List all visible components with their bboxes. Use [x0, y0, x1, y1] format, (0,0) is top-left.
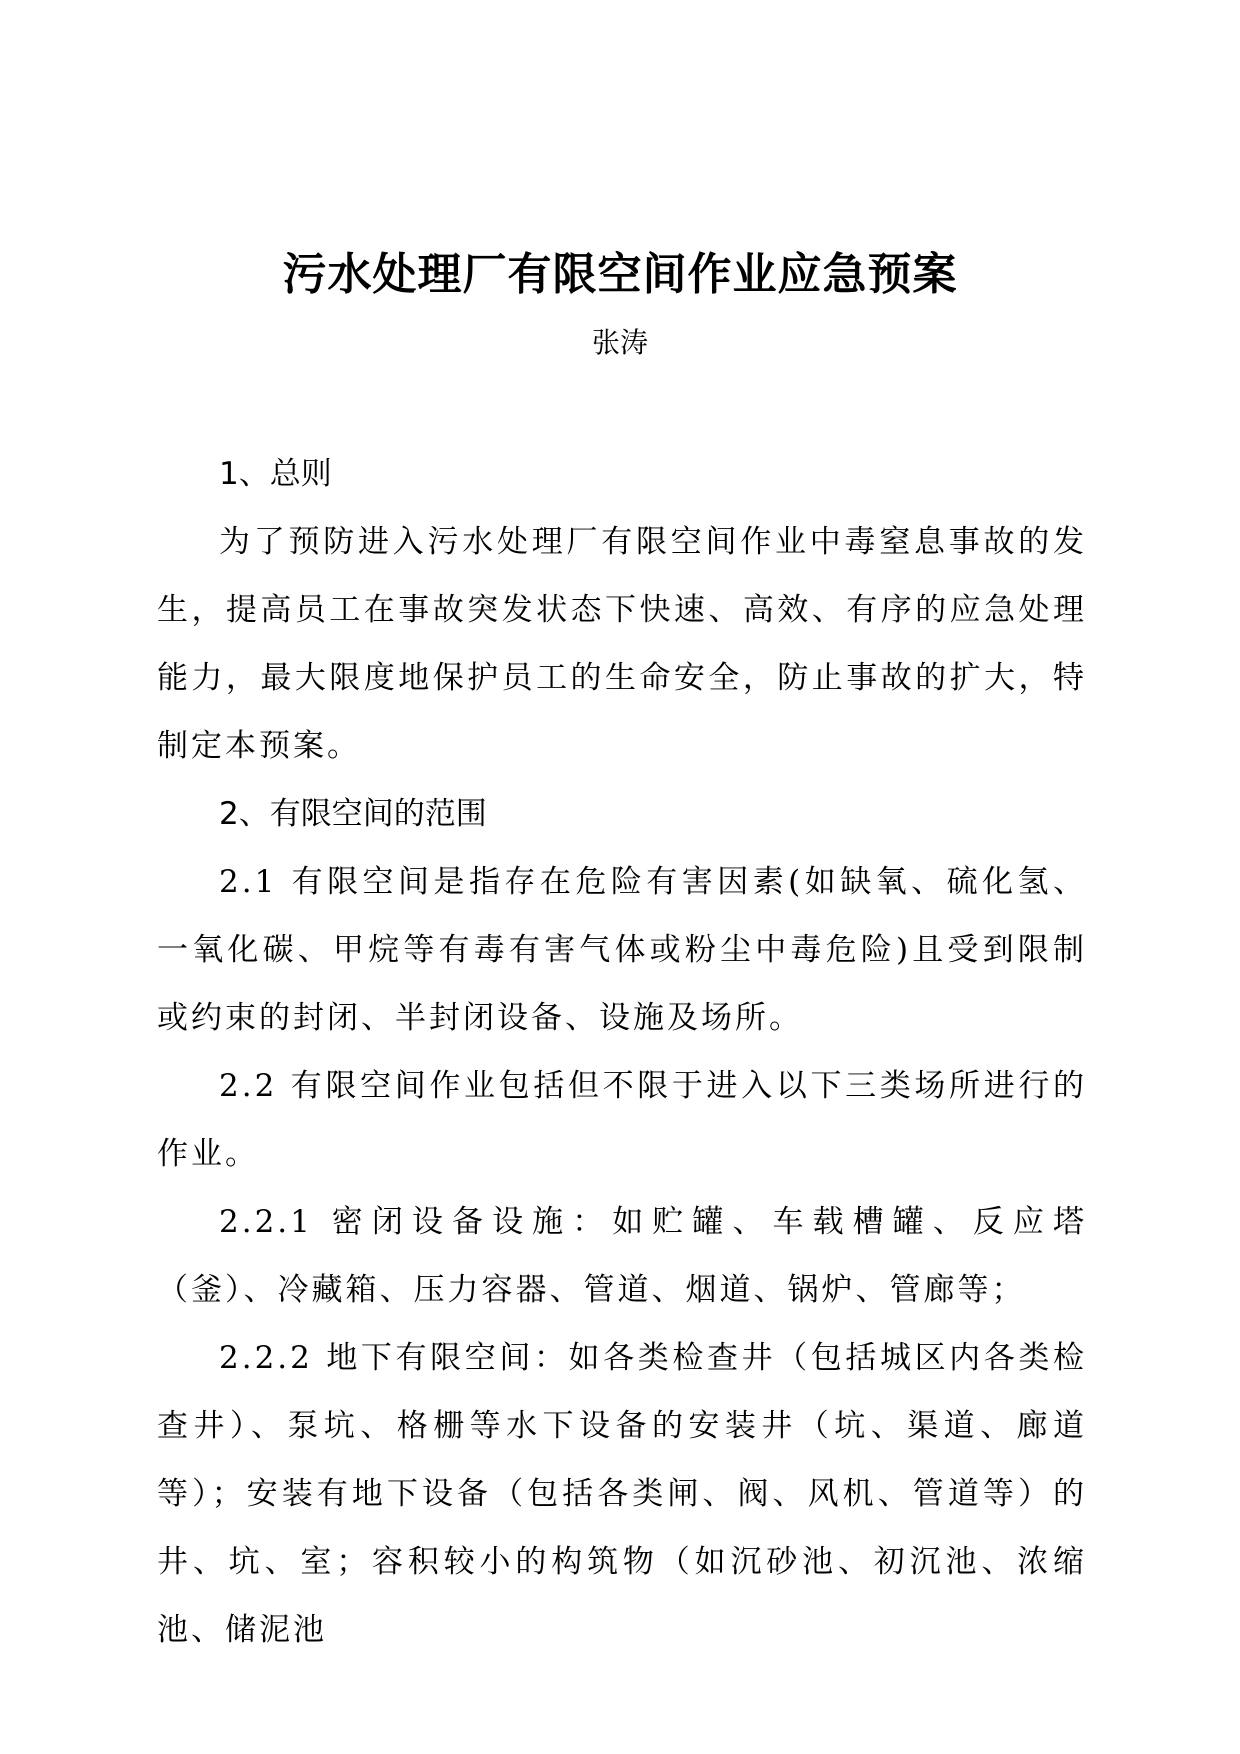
section-2-2-paragraph: 2.2 有限空间作业包括但不限于进入以下三类场所进行的作业。 — [157, 1068, 1087, 1172]
section-2-2-2-paragraph: 2.2.2 地下有限空间：如各类检查井（包括城区内各类检查井）、泵坑、格栅等水下设备的安装井（坑、渠道、廊道等）；安装有地下设备（包括各类闸、阀、风机、管道等）的井、坑、室；容积较小的构筑物（如沉砂池、初沉池、浓缩池、储泥池 — [157, 1340, 1087, 1648]
document-author: 张涛 — [591, 326, 648, 359]
section-2-1-paragraph: 2.1 有限空间是指存在危险有害因素(如缺氧、硫化氢、一氧化碳、甲烷等有毒有害气体或粉尘中毒危险)且受到限制或约束的封闭、半封闭设备、设施及场所。 — [157, 864, 1087, 1036]
section-1-heading: 1、总则 — [219, 456, 332, 492]
section-2-heading: 2、有限空间的范围 — [219, 796, 487, 832]
section-2-2-1-paragraph: 2.2.1 密闭设备设施：如贮罐、车载槽罐、反应塔（釜）、冷藏箱、压力容器、管道、烟道、锅炉、管廊等； — [157, 1204, 1087, 1308]
section-1-paragraph: 为了预防进入污水处理厂有限空间作业中毒窒息事故的发生，提高员工在事故突发状态下快速、高效、有序的应急处理能力，最大限度地保护员工的生命安全，防止事故的扩大，特制定本预案。 — [157, 524, 1087, 764]
document-body — [157, 440, 1087, 1664]
document-title: 污水处理厂有限空间作业应急预案 — [282, 249, 958, 300]
